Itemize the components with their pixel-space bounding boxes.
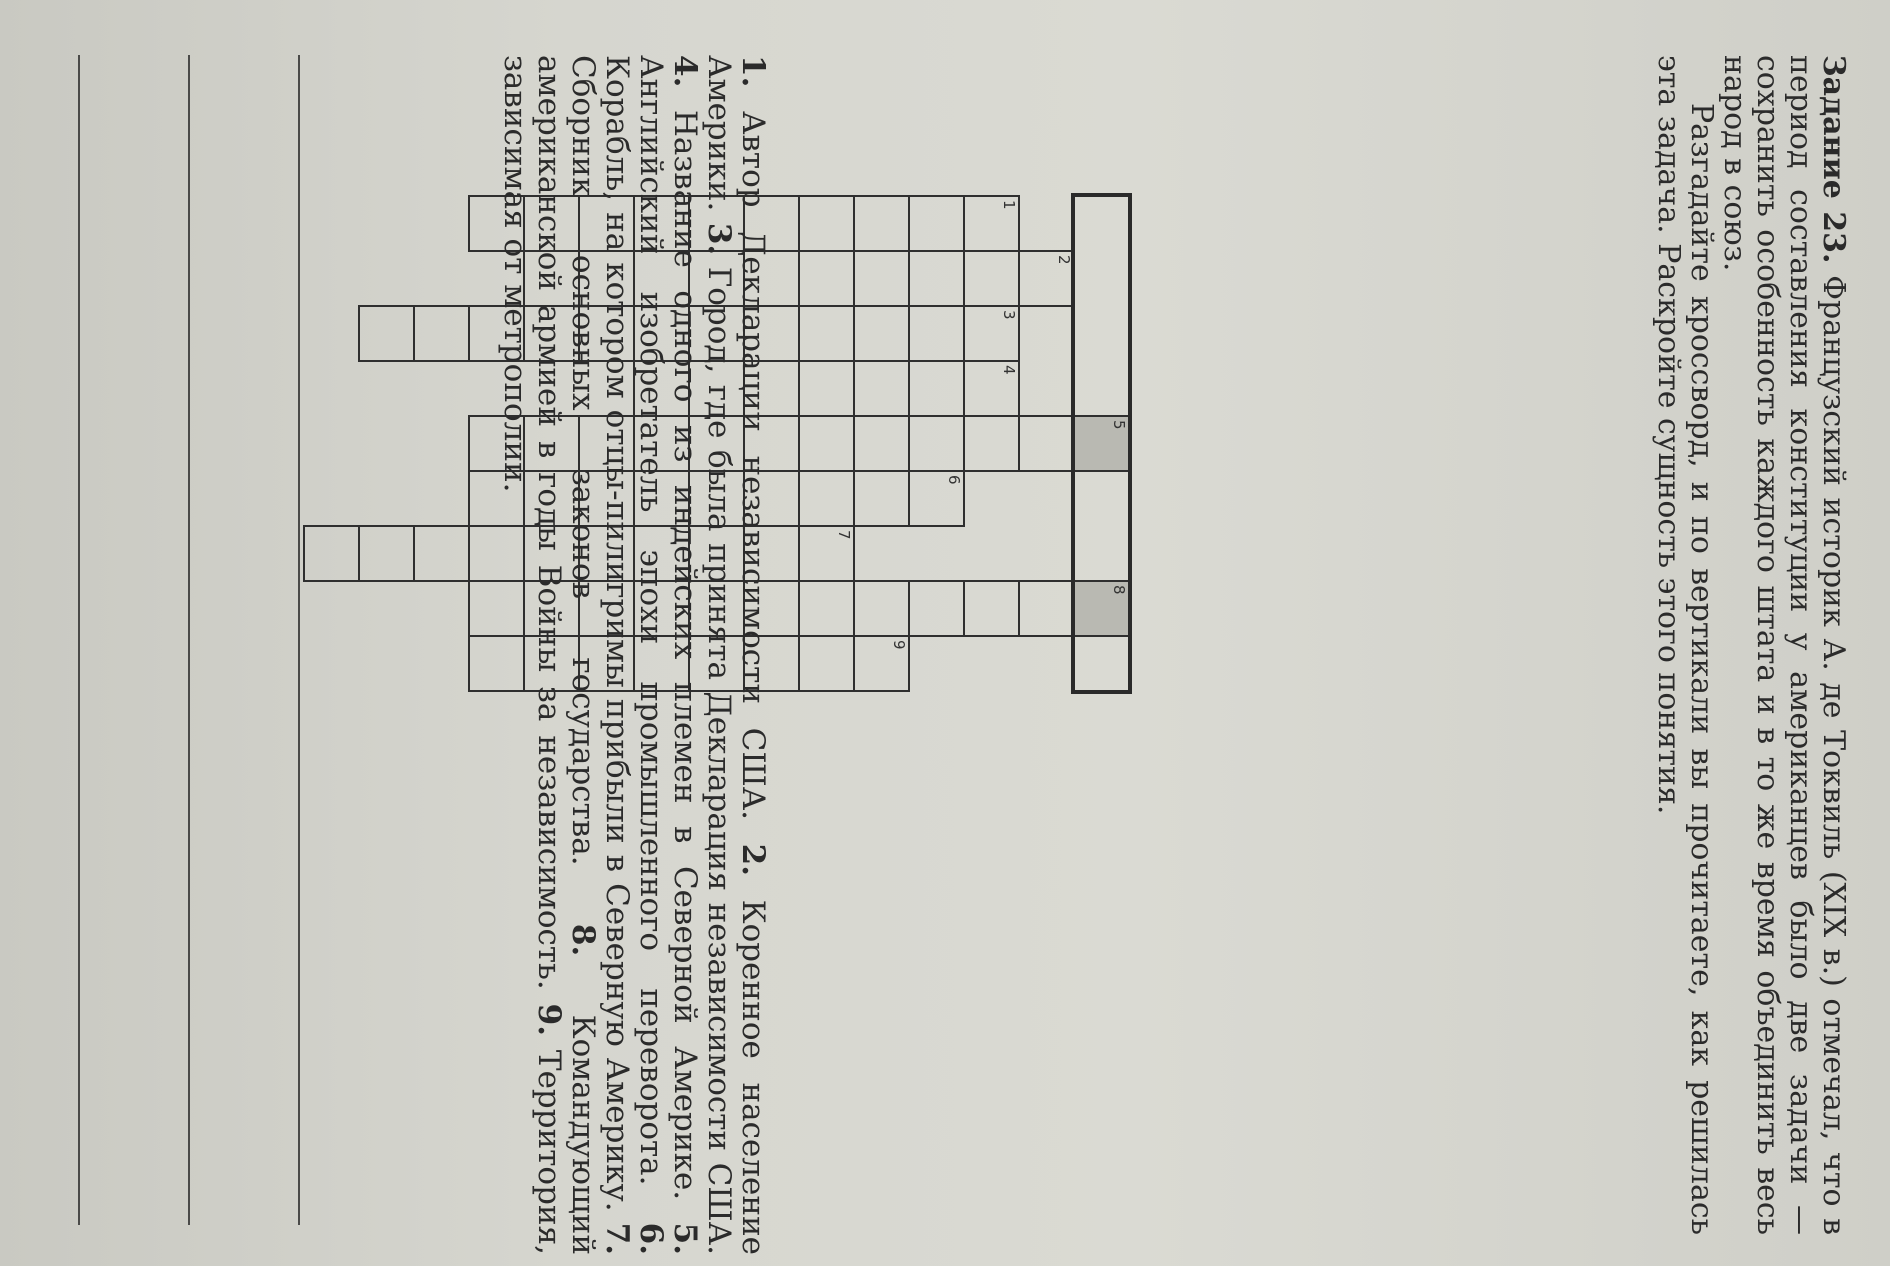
clue-number: 1.	[735, 55, 771, 88]
clue-number: 9.	[531, 1003, 567, 1037]
crossword-cell[interactable]	[853, 635, 910, 692]
answer-line[interactable]	[188, 55, 190, 1225]
crossword-cell[interactable]	[853, 415, 910, 472]
crossword-cell[interactable]	[798, 360, 855, 417]
clues-block	[498, 55, 770, 1255]
crossword-cell[interactable]	[908, 360, 965, 417]
crossword-cell[interactable]	[908, 415, 965, 472]
clue-number: 3.	[701, 222, 737, 256]
crossword-cell[interactable]	[963, 195, 1020, 252]
crossword-cell[interactable]	[963, 305, 1020, 362]
clue-number: 2.	[735, 843, 771, 877]
crossword-cell[interactable]	[963, 250, 1020, 307]
crossword-cell[interactable]	[908, 305, 965, 362]
crossword-cell[interactable]	[963, 360, 1020, 417]
clue-text: Название одного из индейских племен в Северной Америке.	[667, 87, 703, 1223]
crossword-cell[interactable]	[798, 195, 855, 252]
clue-text: Корабль, на котором отцы-пилигримы прибыли в Северную Америку.	[599, 55, 635, 1223]
crossword-cell[interactable]	[798, 305, 855, 362]
answer-line[interactable]	[78, 55, 80, 1225]
crossword-cell[interactable]	[908, 470, 965, 527]
crossword-cell[interactable]	[303, 525, 360, 582]
crossword-cell[interactable]	[908, 580, 965, 637]
crossword-cell[interactable]	[798, 415, 855, 472]
clue-number: 7.	[599, 1222, 635, 1255]
crossword-cell[interactable]	[853, 470, 910, 527]
crossword-cell[interactable]	[963, 580, 1020, 637]
crossword-cell[interactable]	[963, 415, 1020, 472]
clue-text: Коренное население Америки.	[701, 55, 771, 1256]
crossword-cell[interactable]	[908, 195, 965, 252]
crossword-cell[interactable]	[853, 195, 910, 252]
crossword-cell[interactable]	[358, 525, 415, 582]
clue-number: 4.	[667, 55, 703, 88]
task-block	[1652, 55, 1850, 1235]
crossword-cell[interactable]	[358, 305, 415, 362]
task-title: Задание 23.	[1816, 55, 1851, 264]
crossword-cell[interactable]	[1018, 415, 1075, 472]
task-instruction: Разгадайте кроссворд, и по вертикали вы прочитаете, как решилась эта задача. Раскройте сущность этого понятия.	[1651, 55, 1719, 1235]
crossword-cell[interactable]	[798, 635, 855, 692]
clue-text: Сборник основных законов государства.	[565, 55, 601, 924]
crossword-cell[interactable]	[1018, 250, 1075, 307]
crossword-cell[interactable]	[853, 305, 910, 362]
crossword-number: 4	[1000, 365, 1018, 375]
crossword-number: 9	[890, 640, 908, 650]
crossword-cell[interactable]	[798, 470, 855, 527]
clue	[701, 223, 737, 1255]
crossword-cell[interactable]	[413, 305, 470, 362]
crossword-cell[interactable]	[1073, 415, 1130, 472]
clue	[667, 55, 703, 1223]
crossword-number: 1	[1000, 200, 1018, 210]
crossword-cell[interactable]	[413, 525, 470, 582]
crossword-number: 6	[945, 475, 963, 485]
crossword-cell[interactable]	[798, 250, 855, 307]
clue-text: Командующий американской армией в годы Войны за независимость.	[531, 55, 601, 1255]
clue-text: Автор Декларации независимости США.	[735, 87, 771, 844]
clue-number: 5.	[667, 1222, 703, 1255]
clue-text: Территория, зависимая от метрополии.	[497, 55, 567, 1255]
crossword-cell[interactable]	[853, 360, 910, 417]
crossword-number: 8	[1110, 585, 1128, 595]
crossword-cell[interactable]	[908, 250, 965, 307]
clue	[735, 55, 771, 844]
crossword-cell[interactable]	[853, 250, 910, 307]
crossword-cell[interactable]	[798, 580, 855, 637]
crossword-number: 2	[1055, 255, 1073, 265]
crossword-cell[interactable]	[1018, 580, 1075, 637]
clue-number: 6.	[633, 1222, 669, 1255]
crossword-number: 5	[1110, 420, 1128, 430]
clue-number: 8.	[565, 923, 601, 957]
task-intro-text: Французский историк А. де Токвиль (XIX в.) отмечал, что в период составления конституции у американцев было две задачи — сохранить особенность каждого штата и в то же время объединить весь народ в союз.	[1717, 55, 1851, 1235]
answer-line[interactable]	[298, 55, 300, 1225]
crossword-cell[interactable]	[1073, 580, 1130, 637]
clue-text: Английский изобретатель эпохи промышленного переворота.	[633, 55, 669, 1223]
crossword-number: 3	[1000, 310, 1018, 320]
crossword-cell[interactable]	[798, 525, 855, 582]
crossword-cell[interactable]	[853, 580, 910, 637]
clue-text: Город, где была принята Декларация независимости США.	[701, 255, 737, 1255]
crossword-number: 7	[835, 530, 853, 540]
task-intro	[1718, 55, 1850, 1235]
